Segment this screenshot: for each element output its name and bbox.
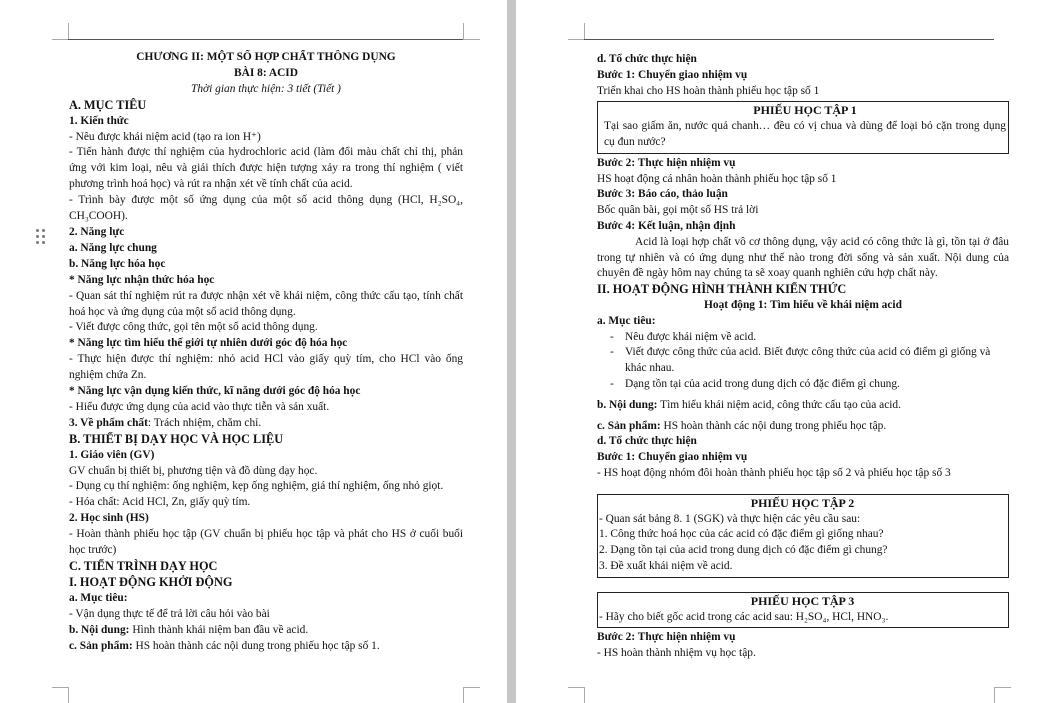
margin-corner-top-right bbox=[463, 23, 480, 40]
objective-list bbox=[597, 330, 1009, 393]
header-rule bbox=[584, 39, 994, 40]
list-item: - Viết được công thức của acid. Biết được công thức của acid có điểm gì giống và khác nhau. bbox=[625, 345, 1009, 377]
paragraph: Acid là loại hợp chất vô cơ thông dụng, vậy acid có công thức là gì, tồn tại ở đâu trong tự nhiên và có ứng dụng như thế nào trong đời sống và sản xuất. Nội dung của chuyên đề ngày hôm nay chúng ta sẽ xoay quanh nghiên cứu hợp chất này. bbox=[597, 235, 1009, 280]
margin-corner-top-left bbox=[52, 23, 69, 40]
subsection-heading: a. Năng lực chung bbox=[69, 241, 157, 254]
worksheet-title: PHIẾU HỌC TẬP 3 bbox=[750, 593, 855, 608]
worksheet-box-3 bbox=[597, 592, 1009, 629]
paragraph: HS hoạt động cá nhân hoàn thành phiếu học tập số 1 bbox=[597, 172, 837, 185]
paragraph: - Thực hiện được thí nghiệm: nhỏ acid HCl vào giấy quỳ tím, cho HCl vào ống nghiệm chứa Zn. bbox=[69, 353, 463, 382]
section-heading: A. MỤC TIÊU bbox=[69, 97, 147, 112]
section-heading: I. HOẠT ĐỘNG KHỞI ĐỘNG bbox=[69, 574, 233, 589]
worksheet-line: 1. Công thức hoá học của các acid có đặc điểm gì giống nhau? bbox=[599, 528, 884, 541]
paragraph: - Trình bày được một số ứng dụng của một số acid thông dụng (HCl, H₂SO₄, CH₃COOH). bbox=[69, 194, 463, 223]
subsection-heading: Bước 2: Thực hiện nhiệm vụ bbox=[597, 156, 736, 169]
subsection-heading: d. Tổ chức thực hiện bbox=[597, 53, 697, 65]
paragraph: - Vận dụng thực tế để trả lời câu hỏi vào bài bbox=[69, 607, 270, 620]
page-left-body bbox=[69, 50, 463, 654]
paragraph: - Hoàn thành phiếu học tập (GV chuẩn bị phiếu học tập và phát cho HS ở cuối buổi học trước) bbox=[69, 528, 463, 557]
list-item: - Dạng tồn tại của acid trong dung dịch có đặc điểm gì chung. bbox=[625, 377, 1009, 393]
duration: Thời gian thực hiện: 3 tiết (Tiết ) bbox=[191, 82, 341, 95]
subsection-heading: a. Mục tiêu: bbox=[597, 314, 656, 327]
label: b. Nội dung: bbox=[597, 398, 658, 411]
paragraph: - Tiến hành được thí nghiệm của hydrochloric acid (làm đổi màu chất chỉ thị, phản ứng với kim loại, nêu và giải thích được hiện tượng xảy ra trong thí nghiệm ( viết phương trình hoá học) và rút ra nhận xét về tính chất của acid. bbox=[69, 146, 463, 191]
subsection-heading: Bước 2: Thực hiện nhiệm vụ bbox=[597, 631, 736, 644]
label: 3. Về phẩm chất bbox=[69, 416, 148, 429]
label: b. Nội dung: bbox=[69, 623, 130, 636]
worksheet-title: PHIẾU HỌC TẬP 1 bbox=[753, 103, 857, 118]
paragraph: - HS hoàn thành nhiệm vụ học tập. bbox=[597, 647, 756, 660]
subsection-heading: Bước 4: Kết luận, nhận định bbox=[597, 219, 736, 232]
margin-corner-bottom-left bbox=[568, 687, 585, 703]
subsection-heading: Bước 1: Chuyển giao nhiệm vụ bbox=[597, 68, 748, 81]
page-right-body bbox=[597, 52, 1009, 662]
section-heading: B. THIẾT BỊ DẠY HỌC VÀ HỌC LIỆU bbox=[69, 431, 284, 446]
label: c. Sản phẩm: bbox=[597, 419, 661, 432]
paragraph: Bốc quân bài, gọi một số HS trả lời bbox=[597, 204, 759, 217]
paragraph: - Viết được công thức, gọi tên một số acid thông dụng. bbox=[69, 321, 318, 334]
margin-corner-bottom-right bbox=[994, 687, 1011, 703]
header-rule bbox=[68, 39, 464, 40]
document-page-left bbox=[0, 0, 507, 703]
paragraph: - Dụng cụ thí nghiệm: ống nghiệm, kẹp ống nghiệm, giá thí nghiệm, ống nhỏ giọt. bbox=[69, 480, 444, 493]
list-item: - Nêu được khái niệm về acid. bbox=[625, 330, 1009, 346]
text: Tìm hiểu khái niệm acid, công thức cấu tạo của acid. bbox=[657, 398, 901, 411]
chapter-title: CHƯƠNG II: MỘT SỐ HỢP CHẤT THÔNG DỤNG bbox=[136, 51, 396, 63]
paragraph bbox=[69, 639, 463, 655]
worksheet-title: PHIẾU HỌC TẬP 2 bbox=[750, 495, 855, 510]
section-heading: II. HOẠT ĐỘNG HÌNH THÀNH KIẾN THỨC bbox=[597, 282, 847, 297]
drag-handle-icon[interactable] bbox=[36, 229, 46, 245]
margin-corner-bottom-left bbox=[52, 687, 69, 703]
subsection-heading: 2. Học sinh (HS) bbox=[69, 512, 149, 525]
subsection-heading: * Năng lực tìm hiểu thế giới tự nhiên dưới góc độ hóa học bbox=[69, 337, 348, 350]
text: HS hoàn thành các nội dung trong phiếu học tập số 1. bbox=[132, 639, 380, 652]
paragraph: - Quan sát thí nghiệm rút ra được nhận xét về khái niệm, công thức cấu tạo, tính chất hoá học và ứng dụng của một số acid thông dụng. bbox=[69, 289, 463, 318]
worksheet-line: 3. Đề xuất khái niệm về acid. bbox=[599, 559, 733, 572]
margin-corner-bottom-right bbox=[463, 687, 480, 703]
subsection-heading: Bước 1: Chuyển giao nhiệm vụ bbox=[597, 451, 748, 464]
subsection-heading: Bước 3: Báo cáo, thảo luận bbox=[597, 188, 728, 201]
subsection-heading: * Năng lực vận dụng kiến thức, kĩ năng dưới góc độ hóa học bbox=[69, 385, 361, 398]
worksheet-line: - Hãy cho biết gốc acid trong các acid sau: H₂SO₄, HCl, HNO₃. bbox=[599, 610, 889, 623]
activity-heading: Hoạt động 1: Tìm hiểu về khái niệm acid bbox=[704, 298, 902, 311]
subsection-heading: 1. Giáo viên (GV) bbox=[69, 448, 155, 461]
document-page-right bbox=[516, 0, 1039, 703]
label: c. Sản phẩm: bbox=[69, 639, 133, 652]
paragraph: - Nêu được khái niệm acid (tạo ra ion H⁺) bbox=[69, 130, 261, 143]
worksheet-text: Tại sao giấm ăn, nước quả chanh… đều có vị chua và dùng để loại bỏ cặn trong dụng cụ đun nước? bbox=[604, 120, 1006, 148]
worksheet-line: - Quan sát bảng 8. 1 (SGK) và thực hiện các yêu cầu sau: bbox=[599, 512, 861, 525]
paragraph bbox=[597, 419, 1009, 435]
text: Hình thành khái niệm ban đầu về acid. bbox=[129, 623, 309, 636]
worksheet-box-2 bbox=[597, 494, 1009, 578]
subsection-heading: b. Năng lực hóa học bbox=[69, 257, 166, 270]
margin-corner-top-left bbox=[568, 23, 585, 40]
paragraph bbox=[597, 398, 1009, 414]
paragraph bbox=[69, 623, 463, 639]
section-heading: C. TIẾN TRÌNH DẠY HỌC bbox=[69, 559, 218, 573]
paragraph bbox=[69, 416, 463, 432]
worksheet-line: 2. Dạng tồn tại của acid trong dung dịch có đặc điểm gì chung? bbox=[599, 544, 888, 557]
worksheet-box-1 bbox=[597, 101, 1009, 153]
paragraph: - Hiểu được ứng dụng của acid vào thực tiễn và sản xuất. bbox=[69, 400, 330, 413]
lesson-title: BÀI 8: ACID bbox=[234, 66, 298, 79]
paragraph: - Hóa chất: Acid HCl, Zn, giấy quỳ tím. bbox=[69, 496, 251, 509]
subsection-heading: a. Mục tiêu: bbox=[69, 591, 128, 604]
subsection-heading: 1. Kiến thức bbox=[69, 114, 129, 127]
paragraph: Triển khai cho HS hoàn thành phiếu học tập số 1 bbox=[597, 84, 820, 97]
text: : Trách nhiệm, chăm chỉ. bbox=[147, 416, 262, 429]
subsection-heading: 2. Năng lực bbox=[69, 225, 125, 238]
paragraph: - HS hoạt động nhóm đôi hoàn thành phiếu học tập số 2 và phiếu học tập số 3 bbox=[597, 466, 951, 479]
paragraph: GV chuẩn bị thiết bị, phương tiện và đồ dùng dạy học. bbox=[69, 464, 318, 477]
text: HS hoàn thành các nội dung trong phiếu học tập. bbox=[660, 419, 887, 432]
subsection-heading: d. Tổ chức thực hiện bbox=[597, 435, 697, 448]
subsection-heading: * Năng lực nhận thức hóa học bbox=[69, 273, 215, 286]
